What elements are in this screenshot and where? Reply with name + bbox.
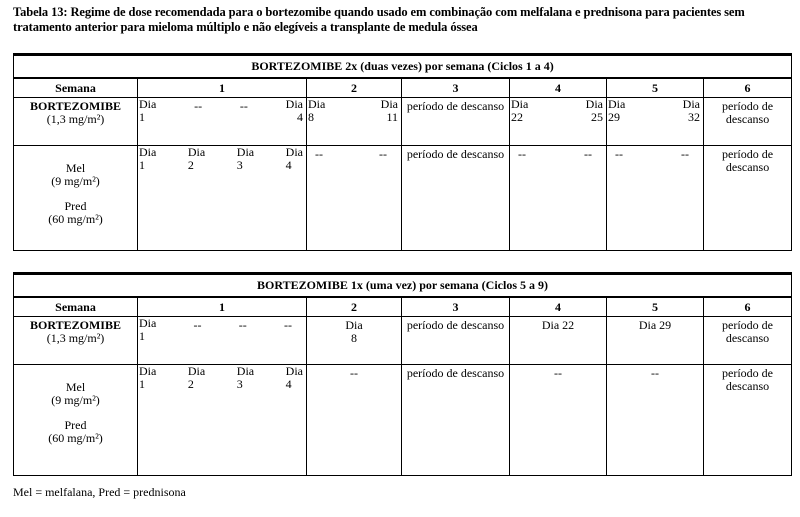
cell-week4-mel: [510, 146, 607, 251]
dash-cell: --: [238, 318, 247, 332]
header-week-5: 5: [607, 78, 704, 98]
cell-week5-bort: Dia 29: [607, 317, 704, 365]
cell-week4-bort: [510, 98, 607, 146]
row-label-mel-pred: [14, 365, 138, 476]
day-cell: Dia 2: [187, 364, 206, 391]
day-cell: Dia 1: [139, 316, 157, 343]
day-cell: Dia 8: [308, 97, 326, 124]
drug-name: BORTEZOMIBE: [30, 99, 121, 113]
mel-name: Mel: [65, 161, 86, 175]
header-week-3: 3: [402, 297, 510, 317]
day-cell: Dia 25: [585, 97, 603, 124]
header-week-4: 4: [510, 78, 607, 98]
dash-cell: --: [681, 147, 689, 161]
mel-dose: (9 mg/m²): [51, 393, 100, 407]
pred-dose: (60 mg/m²): [48, 431, 103, 445]
day-cell: Dia 4: [285, 97, 303, 124]
dash-cell: --: [239, 99, 248, 113]
dash-cell: --: [518, 147, 526, 161]
dash-cell: --: [193, 318, 202, 332]
dash-cell: --: [584, 147, 592, 161]
cell-week3-rest: período de descanso: [402, 365, 510, 476]
mel-name: Mel: [65, 380, 86, 394]
table-title: BORTEZOMIBE 1x (uma vez) por semana (Ciclos 5 a 9): [14, 274, 792, 298]
cell-week6-rest: período de descanso: [704, 98, 792, 146]
pred-name: Pred: [64, 199, 87, 213]
cell-week5-mel: --: [607, 365, 704, 476]
table-caption: Tabela 13: Regime de dose recomendada para o bortezomibe quando usado em combinação com melfalana e prednisona para pacientes sem tratamento anterior para mieloma múltiplo e não elegíveis a transplante de medula óssea: [13, 5, 745, 34]
cell-week4-bort: Dia 22: [510, 317, 607, 365]
pred-dose: (60 mg/m²): [48, 212, 103, 226]
drug-name: BORTEZOMIBE: [30, 318, 121, 332]
cell-week1-bort: [138, 317, 307, 365]
pred-name: Pred: [64, 418, 87, 432]
drug-dose: (1,3 mg/m²): [46, 112, 105, 126]
dash-cell: --: [315, 147, 323, 161]
drug-dose: (1,3 mg/m²): [46, 331, 105, 345]
header-week-6: 6: [704, 78, 792, 98]
header-week: Semana: [14, 297, 138, 317]
day-cell: Dia 4: [285, 364, 303, 391]
header-week-2: 2: [307, 78, 402, 98]
header-week-6: 6: [704, 297, 792, 317]
cell-week5-bort: [607, 98, 704, 146]
day-cell: Dia 32: [682, 97, 700, 124]
dash-cell: --: [283, 318, 292, 332]
dose-table-twice-weekly: [13, 53, 792, 251]
header-week-2: 2: [307, 297, 402, 317]
table-title: BORTEZOMIBE 2x (duas vezes) por semana (Ciclos 1 a 4): [14, 55, 792, 79]
header-week-3: 3: [402, 78, 510, 98]
day-cell: Dia 2: [187, 145, 206, 172]
cell-week2-mel: [307, 146, 402, 251]
day-cell: Dia 22: [511, 97, 529, 124]
dash-cell: --: [615, 147, 623, 161]
header-week-1: 1: [138, 78, 307, 98]
cell-week2-mel: --: [307, 365, 402, 476]
cell-week6-rest: período de descanso: [704, 146, 792, 251]
cell-week3-rest: período de descanso: [402, 98, 510, 146]
dash-cell: --: [379, 147, 387, 161]
day-cell: Dia 3: [236, 145, 255, 172]
footnote: Mel = melfalana, Pred = prednisona: [13, 485, 186, 499]
day-cell: Dia 1: [139, 145, 157, 172]
dash-cell: --: [194, 99, 203, 113]
dose-table-once-weekly: [13, 272, 792, 476]
row-label-bortezomibe: [14, 317, 138, 365]
cell-week6-rest: período de descanso: [704, 317, 792, 365]
day-cell: Dia 11: [380, 97, 398, 124]
cell-week1-mel: [138, 365, 307, 476]
day-cell: Dia 1: [139, 364, 157, 391]
mel-dose: (9 mg/m²): [51, 174, 100, 188]
cell-week2-bort: Dia 8: [307, 317, 402, 365]
cell-week4-mel: --: [510, 365, 607, 476]
cell-week1-bort: [138, 98, 307, 146]
day-cell: Dia 1: [139, 97, 157, 124]
header-week: Semana: [14, 78, 138, 98]
row-label-mel-pred: [14, 146, 138, 251]
cell-week6-rest: período de descanso: [704, 365, 792, 476]
cell-week2-bort: [307, 98, 402, 146]
header-week-4: 4: [510, 297, 607, 317]
day-cell: Dia 4: [285, 145, 303, 172]
row-label-bortezomibe: [14, 98, 138, 146]
cell-week3-rest: período de descanso: [402, 317, 510, 365]
cell-week1-mel: [138, 146, 307, 251]
header-week-1: 1: [138, 297, 307, 317]
day-cell: Dia 29: [608, 97, 626, 124]
day-cell: Dia 3: [236, 364, 255, 391]
cell-week3-rest: período de descanso: [402, 146, 510, 251]
header-week-5: 5: [607, 297, 704, 317]
cell-week5-mel: [607, 146, 704, 251]
